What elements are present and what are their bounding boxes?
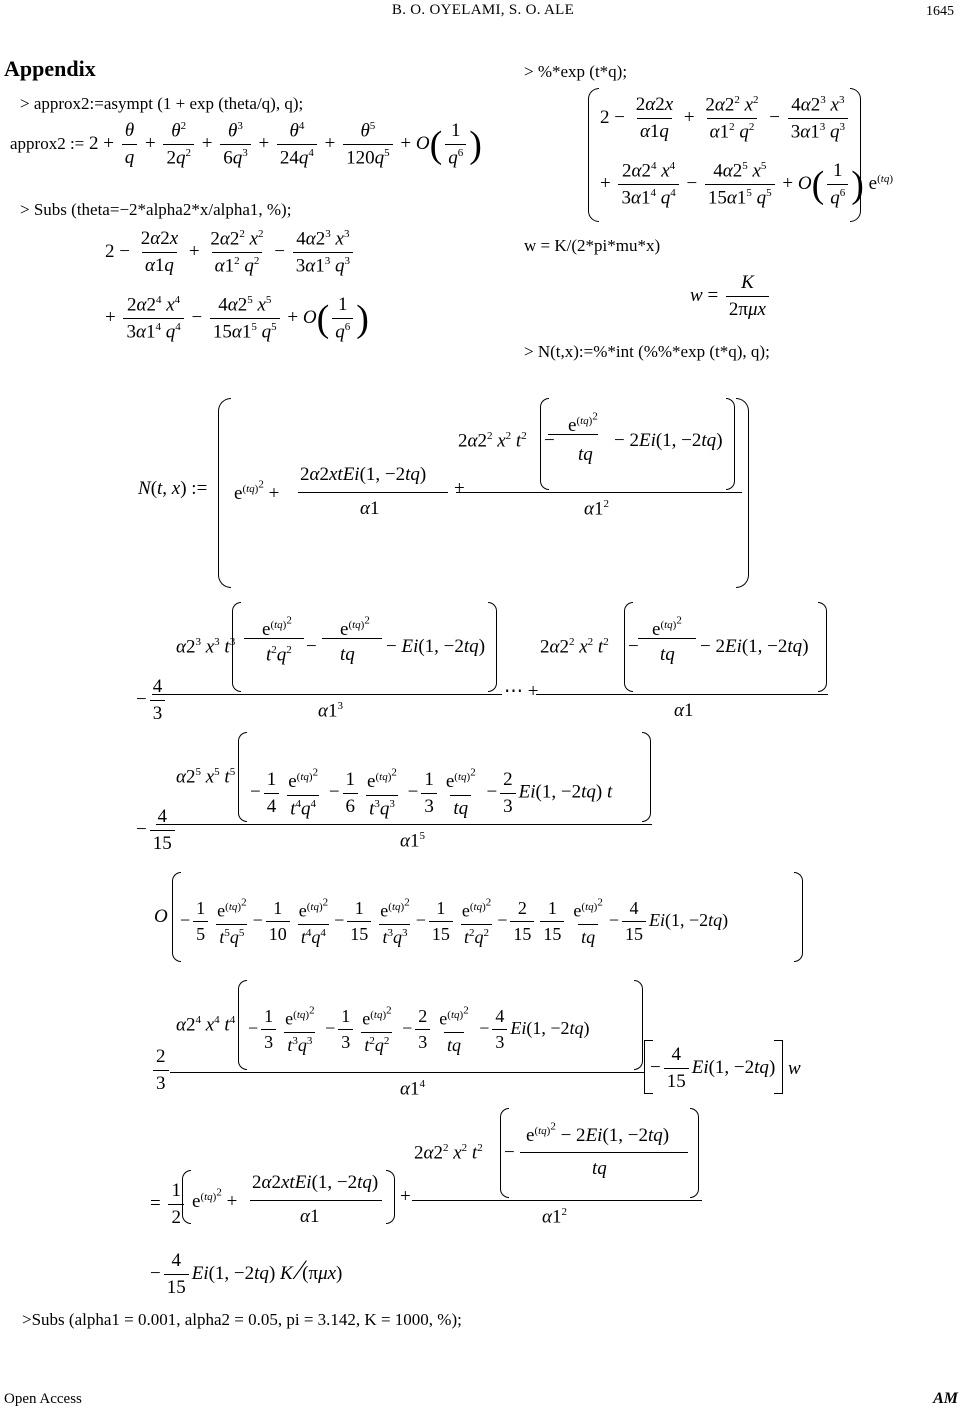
b6-den2: $\alpha 1^2$ bbox=[542, 1206, 567, 1228]
b2-ellipsis: ⋯ + bbox=[504, 681, 539, 702]
b5-bracket-body: − $\frac{4}{15}$ Ei(1, −2tq) bbox=[650, 1044, 776, 1092]
footer-journal: AM bbox=[933, 1390, 958, 1407]
n-inner-bracket-right bbox=[726, 398, 735, 490]
b2r-d: tq bbox=[660, 644, 675, 665]
b6-inner-right bbox=[690, 1108, 699, 1198]
b6-inner-den: tq bbox=[592, 1158, 607, 1179]
b2-e2: $e^{(tq)^2}$ bbox=[340, 614, 370, 640]
n-inner-den: tq bbox=[578, 444, 593, 465]
w-expression: w = $\frac{K}{\text{2πμx}}$ bbox=[690, 272, 772, 321]
b3-bracket-left bbox=[238, 732, 247, 822]
bracket-left bbox=[588, 88, 599, 222]
maple-command-exp: > %*exp (t*q); bbox=[524, 62, 628, 81]
b5-bracket-right bbox=[634, 980, 643, 1070]
maple-command-subs: > Subs (theta=−2*alpha2*x/alpha1, %); bbox=[20, 200, 292, 219]
b5-num-left: $\alpha 2^4$ $x^4$ $t^4$ bbox=[176, 1014, 236, 1036]
b2-minus: − bbox=[306, 636, 317, 657]
b6-den: α1 bbox=[300, 1206, 320, 1227]
b2r-e: $e^{(tq)^2}$ bbox=[652, 614, 682, 640]
b2-d2: tq bbox=[340, 644, 355, 665]
b5-den: $\alpha 1^4$ bbox=[400, 1078, 425, 1100]
n-inner-ei: − 2Ei(1, −2tq) bbox=[614, 430, 723, 451]
b4-body: − $\frac{1}{5}$ $\frac{e^{(tq)^2}}{t^5q^5}$ − $\frac{1}{10}$ $\frac{e^{(tq)^2}}{t^4q^4}$ − $\frac{1}{15}$ $\frac{e^{(tq)^2}}{t^3q^3}$ − $\frac{1}{15}$ $\frac{e^{(tq)^2}}{t^2q^2}$ − $\frac{2}{15}$ $\frac{1}{15}$ $\frac{e^{(tq)^2}}{tq}$ − $\frac{4}{15}$ Ei(1, −2tq) bbox=[180, 896, 729, 947]
approx2-expression: approx2 := 2 + $\frac{\theta}{q}$ + $\frac{\theta^2}{2q^2}$ + $\frac{\theta^3}{6q^3}$ + $\frac{\theta^4}{24q^4}$ + $\frac{\theta^5}{120q^5}$ + O( $\frac{1}{q^6}$ ) bbox=[10, 120, 482, 169]
b5-body: − $\frac{1}{3}$ $\frac{e^{(tq)^2}}{t^3q^3}$ − $\frac{1}{3}$ $\frac{e^{(tq)^2}}{t^2q^2}$ − $\frac{2}{3}$ $\frac{e^{(tq)^2}}{tq}$ − $\frac{4}{3}$ Ei(1, −2tq) bbox=[248, 1004, 590, 1055]
b2r-ei: − 2Ei(1, −2tq) bbox=[700, 636, 809, 657]
b6-eq: = $\frac{1}{2}$ bbox=[150, 1180, 187, 1229]
b6-bracket-right bbox=[386, 1170, 395, 1224]
b4-O: O bbox=[154, 906, 168, 927]
b2-e1: $e^{(tq)^2}$ bbox=[262, 614, 292, 640]
n-term2-num: $2\alpha 2^2$ $x^2$ $t^2$ bbox=[458, 430, 527, 452]
b2-bracket-left bbox=[232, 602, 241, 692]
b6-inner-num: $e^{(tq)^2} - 2Ei(1$, −2tq) bbox=[526, 1120, 670, 1146]
n-term-exp: $e^{(tq)^2}$ + bbox=[234, 478, 280, 504]
b5-coef: $\frac{2}{3}$ bbox=[150, 1046, 172, 1095]
exp-expression-line1: 2 − $\frac{2\alpha 2x}{\alpha 1q}$ + $\frac{2\alpha 2^2 x^2}{\alpha 1^2 q^2}$ − $\frac{4\alpha 2^3 x^3}{3\alpha 1^3 q^3}$ bbox=[600, 94, 851, 144]
minus-sign: − bbox=[544, 430, 555, 451]
b5-bracket-left bbox=[238, 980, 247, 1070]
n-bracket-right bbox=[736, 398, 749, 588]
b6-bracket-left bbox=[182, 1170, 191, 1224]
plus-sign: + bbox=[454, 478, 465, 499]
b2-bracket-right bbox=[488, 602, 497, 692]
subs-expression-line2: + $\frac{2\alpha 2^4 x^4}{3\alpha 1^4 q^4}$ − $\frac{4\alpha 2^5 x^5}{15\alpha 1^5 q^5}$ + O( $\frac{1}{q^6}$ ) bbox=[105, 294, 369, 343]
n-term-frac-num: 2α2xtEi(1, −2tq) bbox=[300, 464, 427, 485]
b2-right-num: $2\alpha 2^2$ $x^2$ $t^2$ bbox=[540, 636, 609, 658]
w-definition: w = K/(2*pi*mu*x) bbox=[524, 236, 661, 255]
page-number: 1645 bbox=[926, 4, 954, 19]
b2r-den: α1 bbox=[674, 700, 694, 721]
b6-last: − $\frac{4}{15}$ Ei(1, −2tq) K ∕(πμx) bbox=[150, 1250, 343, 1298]
running-header: B. O. OYELAMI, S. O. ALE bbox=[391, 2, 575, 18]
b5-sq-right bbox=[774, 1040, 783, 1094]
b6-num2: $2\alpha 2^2$ $x^2$ $t^2$ bbox=[414, 1142, 483, 1164]
footer-open-access: Open Access bbox=[4, 1391, 82, 1407]
n-inner-exp: $e^{(tq)^2}$ bbox=[568, 410, 598, 436]
b2-d1: $t^2q^2$ bbox=[266, 644, 292, 666]
b2-den: $\alpha 1^3$ bbox=[318, 700, 343, 722]
n-bracket-left bbox=[218, 398, 231, 588]
subs-expression-line1: 2 − $\frac{2\alpha 2x}{\alpha 1q}$ + $\frac{2\alpha 2^2 x^2}{\alpha 1^2 q^2}$ − $\frac{4\alpha 2^3 x^3}{3\alpha 1^3 q^3}$ bbox=[105, 228, 356, 278]
maple-command-approx: > approx2:=asympt (1 + exp (theta/q), q); bbox=[20, 94, 304, 113]
n-term-frac-den: α1 bbox=[360, 498, 380, 519]
exp-expression-line2: + $\frac{2\alpha 2^4 x^4}{3\alpha 1^4 q^4}$ − $\frac{4\alpha 2^5 x^5}{15\alpha 1^5 q^5}$ + O( $\frac{1}{q^6}$ ) $e^{(tq)}$ bbox=[600, 160, 894, 209]
b2-ei: − Ei(1, −2tq) bbox=[386, 636, 486, 657]
b3-den: $\alpha 1^5$ bbox=[400, 830, 425, 852]
b2r-minus: − bbox=[628, 636, 639, 657]
b6-e: $e^{(tq)^2}$ + bbox=[192, 1186, 238, 1212]
b3-coef: − $\frac{4}{15}$ bbox=[136, 806, 178, 855]
b6-plus: + bbox=[400, 1186, 411, 1207]
b4-bracket-right bbox=[794, 872, 803, 962]
section-title: Appendix bbox=[4, 56, 96, 81]
b3-body: − $\frac{1}{4}$ $\frac{e^{(tq)^2}}{t^4q^4}$ − $\frac{1}{6}$ $\frac{e^{(tq)^2}}{t^3q^3}$ − $\frac{1}{3}$ $\frac{e^{(tq)^2}}{tq}$ − $\frac{2}{3}$ Ei(1, −2tq) t bbox=[250, 766, 613, 820]
b6-num: 2α2xtEi(1, −2tq) bbox=[252, 1172, 379, 1193]
maple-command-subs-values: >Subs (alpha1 = 0.001, alpha2 = 0.05, pi = 3.142, K = 1000, %); bbox=[22, 1310, 462, 1329]
b2-num-left: $\alpha 2^3$ $x^3$ $t^3$ bbox=[176, 636, 236, 658]
b5-w: w bbox=[788, 1058, 801, 1079]
b3-num-left: $\alpha 2^5$ $x^5$ $t^5$ bbox=[176, 766, 236, 788]
n-term2-den: $\alpha 1^2$ bbox=[584, 498, 609, 520]
b6-minus: − bbox=[504, 1142, 515, 1163]
b2r-bracket-right bbox=[818, 602, 827, 692]
b2-coef: − $\frac{4}{3}$ bbox=[136, 676, 168, 725]
n-lhs: N(t, x) := bbox=[138, 478, 208, 499]
b3-bracket-right bbox=[642, 732, 651, 822]
maple-command-int: > N(t,x):=%*int (%%*exp (t*q), q); bbox=[524, 342, 770, 361]
